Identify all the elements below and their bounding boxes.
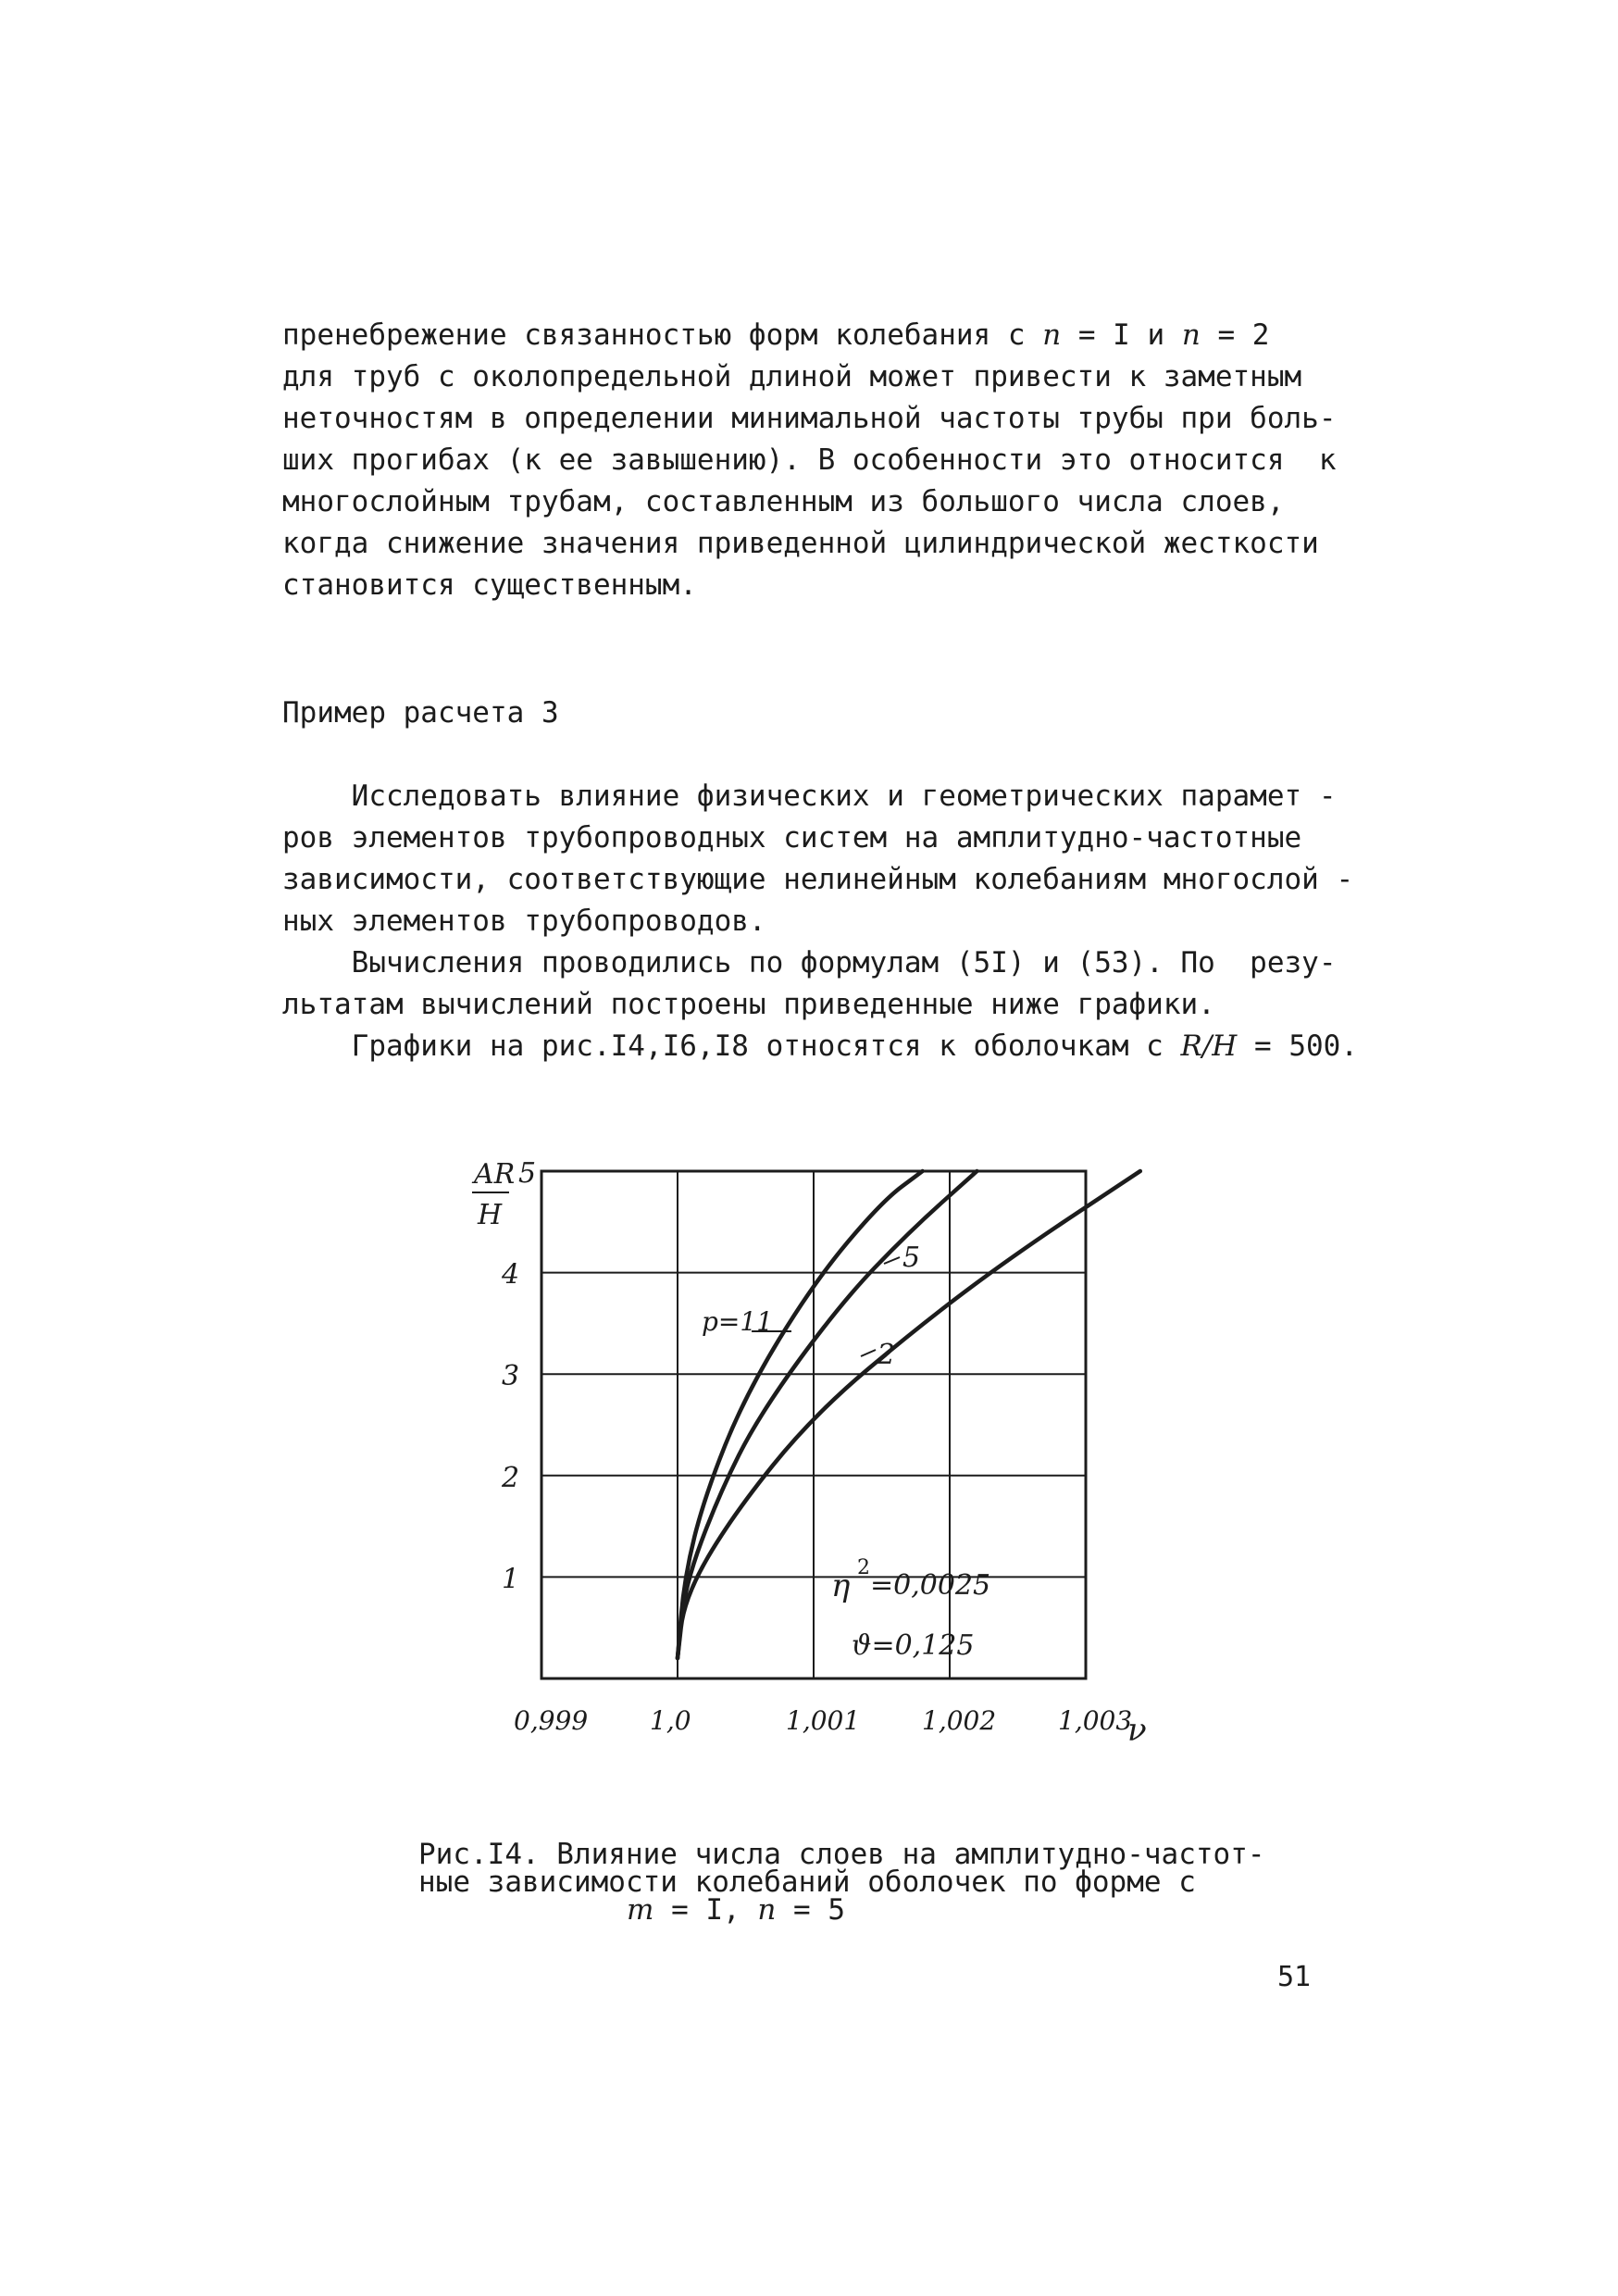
chart-grid (541, 1171, 1086, 1678)
x-axis-label: ν (1127, 1712, 1147, 1749)
x-tick-label: 0,999 (514, 1705, 589, 1736)
text-line: Графики на рис.I4,I6,I8 относятся к оболочкам с R/H = 500. (282, 1029, 1358, 1063)
paragraph-1 (282, 315, 1337, 606)
caption-line: m = I, n = 5 (627, 1893, 846, 1927)
y-tick-label: 2 (502, 1461, 520, 1494)
curve-label-p11: p=11 (702, 1306, 774, 1337)
text-line: ров элементов трубопроводных систем на амплитудно-частотные (282, 821, 1302, 855)
eta-symbol: η (831, 1567, 851, 1604)
curve-label-2: 2 (877, 1339, 896, 1371)
x-tick-label: 1,001 (786, 1705, 861, 1736)
text-line: Вычисления проводились по формулам (5I) и (53). По резу- (282, 946, 1337, 980)
caption-line: Рис.I4. Влияние числа слоев на амплитудно-частот- (418, 1838, 1265, 1871)
formula-r-over-h: R/H (1180, 1029, 1238, 1063)
text-line: становится существенным. (282, 568, 697, 602)
paragraph-2 (282, 776, 1358, 1067)
section-heading: Пример расчета 3 (282, 696, 559, 730)
amplitude-frequency-chart (444, 1148, 1203, 1778)
x-tick-label: 1,002 (922, 1705, 997, 1736)
figure-caption (418, 1838, 1265, 1927)
text-line: многослойным трубам, составленным из большого числа слоев, (282, 485, 1285, 518)
chart-ticks (501, 1157, 1132, 1736)
caption-line: ные зависимости колебаний оболочек по форме с (418, 1866, 1196, 1899)
y-tick-label: 4 (502, 1258, 520, 1292)
x-tick-label: 1,003 (1058, 1705, 1133, 1736)
y-axis-label-top: AR (474, 1158, 516, 1191)
eta-value: =0,0025 (870, 1569, 991, 1602)
eta-exponent: 2 (857, 1556, 870, 1579)
y-axis-label-bottom: H (478, 1199, 503, 1231)
text-line: зависимости, соответствующие нелинейным колебаниям многослой - (282, 863, 1354, 896)
page-number: 51 (1277, 1961, 1312, 1993)
x-tick-label: 1,0 (650, 1705, 691, 1736)
y-tick-label: 1 (502, 1563, 520, 1596)
text-line: льтатам вычислений построены приведенные ниже графики. (282, 988, 1215, 1021)
curve-label-5: 5 (902, 1242, 921, 1274)
text-line: Исследовать влияние физических и геометрических парамет - (282, 780, 1337, 813)
y-tick-label: 3 (502, 1360, 520, 1393)
y-tick-label: 5 (518, 1157, 537, 1190)
text-line: для труб с околопредельной длиной может привести к заметным (282, 360, 1302, 393)
text-line: ных элементов трубопроводов. (282, 905, 766, 938)
text-line: когда снижение значения приведенной цилиндрической жесткости (282, 527, 1319, 560)
theta-value: ϑ=0,125 (852, 1629, 975, 1662)
curve-label-2-leader (861, 1350, 876, 1356)
text-line: ших прогибах (к ее завышению). В особенности это относится к (282, 443, 1337, 477)
text-line: пренебрежение связанностью форм колебания с n = I и n = 2 (282, 318, 1270, 352)
text-line: неточностям в определении минимальной частоты трубы при боль- (282, 402, 1337, 435)
